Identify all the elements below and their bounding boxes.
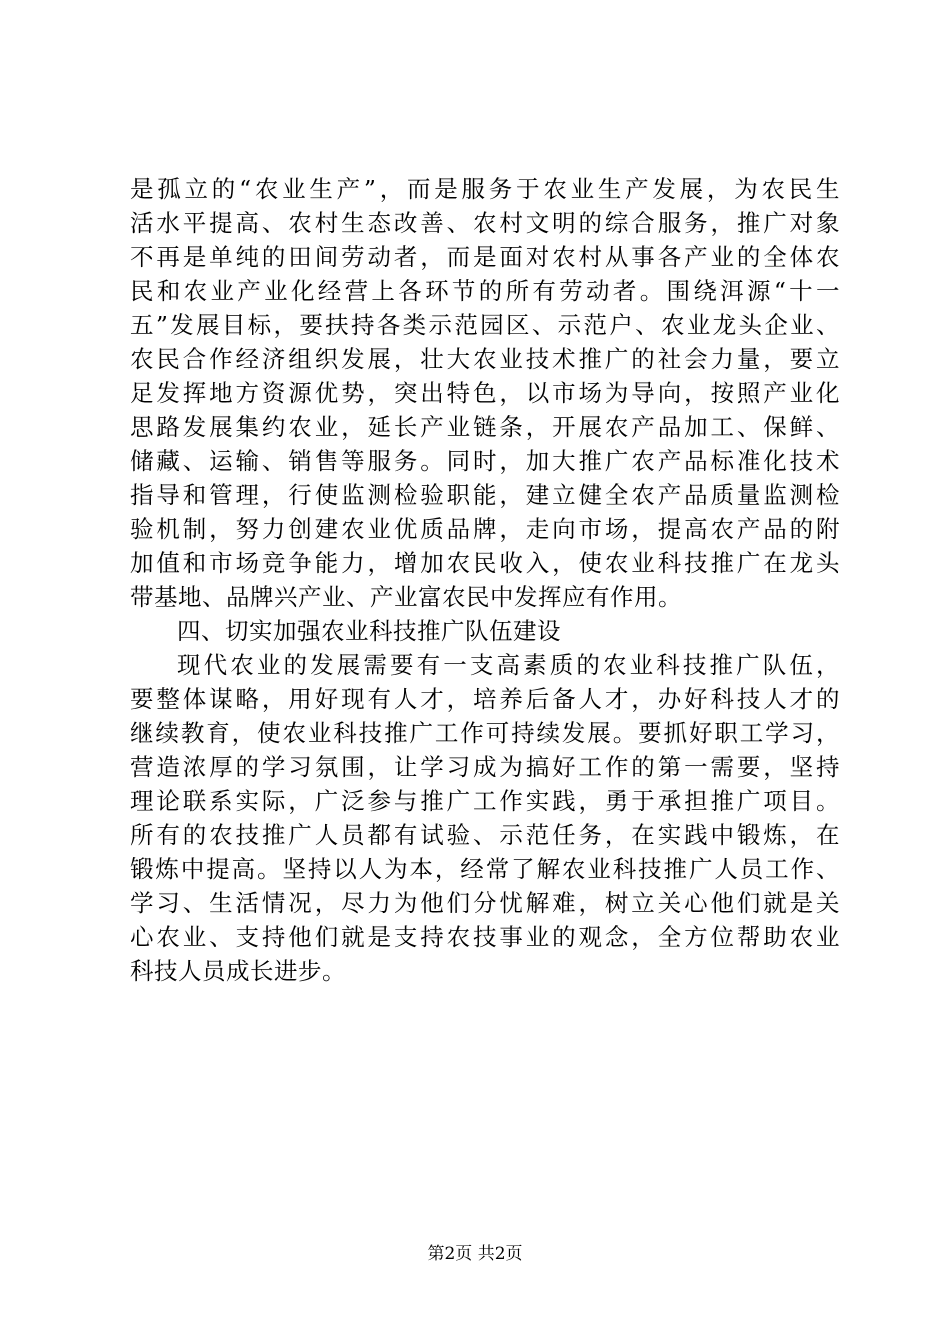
text-line: 活水平提高、农村生态改善、农村文明的综合服务，推广对象	[130, 209, 840, 237]
text-line: 农民合作经济组织发展，壮大农业技术推广的社会力量，要立	[130, 345, 840, 373]
text-line: 五”发展目标，要扶持各类示范园区、示范户、农业龙头企业、	[130, 311, 840, 339]
text-line: 思路发展集约农业，延长产业链条，开展农产品加工、保鲜、	[130, 413, 840, 441]
text-line: 不再是单纯的田间劳动者，而是面对农村从事各产业的全体农	[130, 243, 840, 271]
text-line: 要整体谋略，用好现有人才，培养后备人才，办好科技人才的	[130, 685, 840, 713]
text-line: 继续教育，使农业科技推广工作可持续发展。要抓好职工学习，	[130, 719, 840, 747]
text-line: 现代农业的发展需要有一支高素质的农业科技推广队伍，	[177, 651, 840, 679]
text-line: 指导和管理，行使监测检验职能，建立健全农产品质量监测检	[130, 481, 840, 509]
text-line: 是孤立的“农业生产”，而是服务于农业生产发展，为农民生	[130, 175, 840, 203]
text-line: 储藏、运输、销售等服务。同时，加大推广农产品标准化技术	[130, 447, 840, 475]
text-line: 营造浓厚的学习氛围，让学习成为搞好工作的第一需要，坚持	[130, 753, 840, 781]
text-line: 学习、生活情况，尽力为他们分忧解难，树立关心他们就是关	[130, 889, 840, 917]
section-heading: 四、切实加强农业科技推广队伍建设	[177, 617, 561, 645]
text-line: 验机制，努力创建农业优质品牌，走向市场，提高农产品的附	[130, 515, 840, 543]
text-line: 锻炼中提高。坚持以人为本，经常了解农业科技推广人员工作、	[130, 855, 840, 883]
text-line: 心农业、支持他们就是支持农技事业的观念，全方位帮助农业	[130, 923, 840, 951]
body-text	[130, 172, 840, 988]
text-line: 所有的农技推广人员都有试验、示范任务，在实践中锻炼，在	[130, 821, 840, 849]
page-number-footer: 第2页 共2页	[427, 1244, 523, 1264]
text-line: 理论联系实际，广泛参与推广工作实践，勇于承担推广项目。	[130, 787, 840, 815]
text-line: 科技人员成长进步。	[130, 957, 346, 985]
text-line: 民和农业产业化经营上各环节的所有劳动者。围绕洱源“十一	[130, 277, 840, 305]
text-line: 加值和市场竞争能力，增加农民收入，使农业科技推广在龙头	[130, 549, 840, 577]
text-line: 足发挥地方资源优势，突出特色，以市场为导向，按照产业化	[130, 379, 840, 407]
text-line: 带基地、品牌兴产业、产业富农民中发挥应有作用。	[130, 583, 682, 611]
